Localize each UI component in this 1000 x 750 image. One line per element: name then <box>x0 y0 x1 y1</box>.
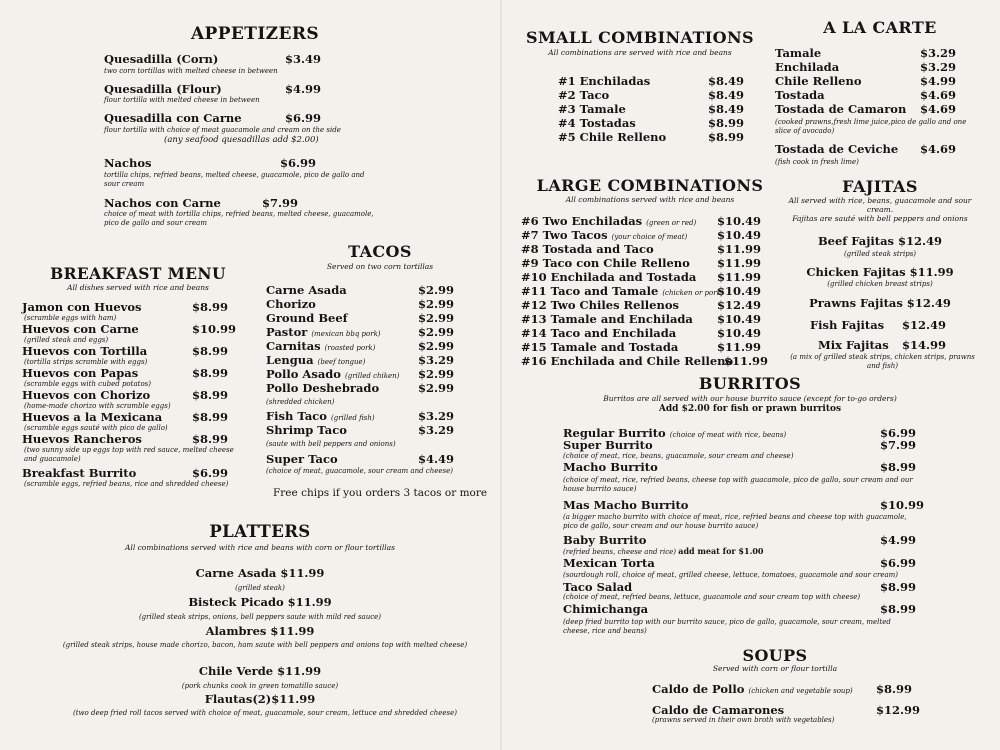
menu-item: Huevos con Chorizo $8.99 <box>22 388 229 402</box>
item-desc: (deep fried burrito top with our burrito sauce, pico de gallo, guacamole, sour cream, melted cheese, rice and beans) <box>563 618 891 635</box>
menu-item: Carne Asada $11.99 <box>195 566 325 580</box>
menu-item: Quesadilla (Corn) $3.49 <box>104 52 322 66</box>
menu-item: #6 Two Enchiladas (green or red) $10.49 <box>521 214 762 228</box>
menu-item: Baby Burrito $4.99 <box>563 533 917 547</box>
menu-item: Pollo Asado (grilled chiken) $2.99 <box>266 367 455 381</box>
item-desc: (grilled steak strips, onions, bell peppers saute with mild red sauce) <box>138 613 382 621</box>
menu-item: #14 Taco and Enchilada $10.49 <box>521 326 762 340</box>
platters-subtitle: All combinations served with rice and beans with corn or flour tortillas <box>125 543 395 552</box>
menu-item: Huevos Rancheros $8.99 <box>22 432 229 446</box>
menu-item: Huevos a la Mexicana $8.99 <box>22 410 229 424</box>
menu-item: Fish Taco (grilled fish) $3.29 <box>266 409 455 423</box>
appetizers-title: APPETIZERS <box>190 24 320 44</box>
menu-item: Enchilada $3.29 <box>775 60 957 74</box>
menu-item: Quesadilla con Carne $6.99 <box>104 111 322 125</box>
menu-item: #9 Taco con Chile Relleno $11.99 <box>521 256 762 270</box>
item-desc: (choice of meat, refried beans, lettuce, guacamole and sour cream top with cheese) <box>563 593 861 601</box>
menu-item: Quesadilla (Flour) $4.99 <box>104 82 322 96</box>
breakfast-subtitle: All dishes served with rice and beans <box>67 283 209 292</box>
item-desc: (tortilla strips scramble with eggs) <box>24 358 148 366</box>
item-desc: (a bigger macho burrito with choice of meat, rice, refried beans and cheese top with guacamole, pico de gallo, sour cream and our house burrito sauce) <box>563 513 907 530</box>
menu-item: Nachos con Carne $7.99 <box>104 196 299 210</box>
menu-item: Mexican Torta $6.99 <box>563 556 917 570</box>
item-desc: (sourdough roll, choice of meat, grilled cheese, lettuce, tomatoes, guacamole and sour cream) <box>563 571 899 579</box>
menu-item: Regular Burrito (choice of meat with rice, beans) $6.99 <box>563 426 917 440</box>
item-desc: (two sunny side up eggs top with red sauce, melted cheese and guacamole) <box>24 446 234 463</box>
menu-item: #15 Tamale and Tostada $11.99 <box>521 340 762 354</box>
menu-item: #10 Enchilada and Tostada $11.99 <box>521 270 762 284</box>
fajitas-title: FAJITAS <box>842 177 918 196</box>
platters-title: PLATTERS <box>209 522 311 541</box>
menu-item: #4 Tostadas $8.99 <box>558 116 745 130</box>
item-desc: (grilled steak strips, house made chorizo, bacon, ham saute with bell peppers and onions top with melted cheese) <box>62 641 468 649</box>
item-desc: (choice of meat, guacamole, sour cream and cheese) <box>266 467 453 475</box>
menu-item: #7 Two Tacos (your choice of meat) $10.49 <box>521 228 762 242</box>
menu-item: Breakfast Burrito $6.99 <box>22 466 229 480</box>
menu-item: Caldo de Pollo (chicken and vegetable soup) $8.99 <box>652 682 913 696</box>
menu-item: Huevos con Carne $10.99 <box>22 322 237 336</box>
item-desc: (shredded chicken) <box>266 398 335 406</box>
menu-item: Pollo Deshebrado $2.99 <box>266 381 455 395</box>
item-desc: (grilled chicken breast strips) <box>827 280 933 288</box>
menu-item: Carne Asada $2.99 <box>266 283 455 297</box>
menu-item: Jamon con Huevos $8.99 <box>22 300 229 314</box>
item-desc: (choice of meat, rice, beans, guacamole, sour cream and cheese) <box>563 452 794 460</box>
menu-item: #12 Two Chiles Rellenos $12.49 <box>521 298 762 312</box>
item-desc: flour tortilla with choice of meat guacamole and cream on the side <box>104 126 341 134</box>
soups-subtitle: Served with corn or flour tortilla <box>712 664 838 673</box>
burritos-subtitle-2: Add $2.00 for fish or prawn burritos <box>658 404 842 414</box>
menu-item: Tostada $4.69 <box>775 88 957 102</box>
menu-item: Super Taco $4.49 <box>266 452 455 466</box>
item-desc: (a mix of grilled steak strips, chicken strips, prawns and fish) <box>790 353 975 370</box>
item-desc: two corn tortillas with melted cheese in between <box>104 67 278 75</box>
large-combos-title: LARGE COMBINATIONS <box>536 176 764 195</box>
a-la-carte-title: A LA CARTE <box>823 18 937 37</box>
menu-item: Tamale $3.29 <box>775 46 957 60</box>
item-desc: (fish cook in fresh lime) <box>775 158 859 166</box>
menu-item: Alambres $11.99 <box>205 624 315 638</box>
item-desc: (grilled steak) <box>235 584 285 592</box>
item-desc: (choice of meat, rice, refried beans, cheese top with guacamole, pico de gallo, sour cream and our house burrito sauce) <box>563 476 913 493</box>
menu-item: #13 Tamale and Enchilada $10.49 <box>521 312 762 326</box>
fajitas-subtitle: All served with rice, beans, guacamole and sour cream. <box>788 196 972 214</box>
item-desc: (grilled steak strips) <box>843 250 917 258</box>
item-desc: (home-made chorizo with scramble eggs) <box>24 402 171 410</box>
menu-item: #2 Taco $8.49 <box>558 88 745 102</box>
menu-item: #3 Tamale $8.49 <box>558 102 745 116</box>
menu-item: Chile Verde $11.99 <box>198 664 322 678</box>
item-desc: (pork chunks cook in green tomatillo sauce) <box>181 682 339 690</box>
menu-item: Caldo de Camarones $12.99 <box>652 703 921 717</box>
item-desc: (refried beans, cheese and rice) add meat for $1.00 <box>563 546 764 556</box>
menu-item: Mix Fajitas $14.99 <box>818 338 947 352</box>
item-desc: (scramble eggs with cubed potatos) <box>24 380 151 388</box>
item-desc: (scramble eggs, refried beans, rice and shredded cheese) <box>24 480 229 488</box>
menu-item: Ground Beef $2.99 <box>266 311 455 325</box>
item-desc: choice of meat with tortilla chips, refried beans, melted cheese, guacamole, pico de gallo and sour cream <box>104 210 374 227</box>
menu-item: #11 Taco and Tamale (chicken or pork) $10.49 <box>521 284 762 298</box>
menu-item: Huevos con Tortilla $8.99 <box>22 344 229 358</box>
menu-item: Mas Macho Burrito $10.99 <box>563 498 925 512</box>
item-extra: (any seafood quesadillas add $2.00) <box>164 135 319 145</box>
breakfast-title: BREAKFAST MENU <box>50 264 226 283</box>
menu-item: Flautas(2)$11.99 <box>204 692 316 706</box>
fajitas-subtitle-2: Fajitas are sauté with bell peppers and onions <box>792 214 968 223</box>
item-desc: (prawns served in their own broth with vegetables) <box>652 716 835 724</box>
menu-item: Lengua (beef tongue) $3.29 <box>266 353 455 367</box>
burritos-title: BURRITOS <box>698 374 802 393</box>
menu-item: #8 Tostada and Taco $11.99 <box>521 242 762 256</box>
menu-item: #5 Chile Relleno $8.99 <box>558 130 745 144</box>
item-desc: (scramble eggs with ham) <box>24 314 117 322</box>
small-combos-subtitle: All combinations are served with rice and beans <box>548 48 732 57</box>
menu-item: #16 Enchilada and Chile Relleno $11.99 <box>521 354 769 368</box>
free-chips-note: Free chips if you orders 3 tacos or more <box>273 487 488 499</box>
menu-item: Bisteck Picado $11.99 <box>188 595 332 609</box>
large-combos-subtitle: All combinations served with rice and beans <box>565 195 735 204</box>
item-desc: (cooked prawns,fresh lime juice,pico de gallo and one slice of avocado) <box>775 118 967 135</box>
menu-item: Prawns Fajitas $12.49 <box>809 296 951 310</box>
menu-item: Chimichanga $8.99 <box>563 602 917 616</box>
menu-item: Pastor (mexican bbq pork) $2.99 <box>266 325 455 339</box>
small-combos-title: SMALL COMBINATIONS <box>525 28 754 47</box>
item-desc: tortilla chips, refried beans, melted cheese, guacamole, pico de gallo and sour cream <box>104 171 365 188</box>
menu-item: Nachos $6.99 <box>104 156 317 170</box>
soups-title: SOUPS <box>742 646 808 665</box>
menu-item: Taco Salad $8.99 <box>563 580 917 594</box>
tacos-subtitle: Served on two corn tortillas <box>326 262 434 271</box>
item-desc: (grilled steak and eggs) <box>24 336 109 344</box>
menu-item: Shrimp Taco $3.29 <box>266 423 455 437</box>
menu-item: Chicken Fajitas $11.99 <box>806 265 954 279</box>
menu-item: Beef Fajitas $12.49 <box>817 234 943 248</box>
menu-item: Carnitas (roasted pork) $2.99 <box>266 339 455 353</box>
menu-item: Huevos con Papas $8.99 <box>22 366 229 380</box>
tacos-title: TACOS <box>348 242 412 261</box>
item-desc: (two deep fried roll tacos served with choice of meat, guacamole, sour cream, lettuce and shredded cheese) <box>72 709 458 717</box>
menu-item: Super Burrito $7.99 <box>563 438 917 452</box>
menu-item: Fish Fajitas $12.49 <box>810 318 947 332</box>
item-desc: (saute with bell peppers and onions) <box>266 440 396 448</box>
menu-item: Macho Burrito $8.99 <box>563 460 917 474</box>
item-desc: (scramble eggs sauté with pico de gallo) <box>24 424 168 432</box>
menu-item: Tostada de Ceviche $4.69 <box>775 142 957 156</box>
burritos-subtitle: Burritos are all served with our house burrito sauce (except for to-go orders) <box>603 394 897 403</box>
menu-item: Chorizo $2.99 <box>266 297 455 311</box>
menu-item: Chile Relleno $4.99 <box>775 74 957 88</box>
menu-item: Tostada de Camaron $4.69 <box>775 102 957 116</box>
menu-item: #1 Enchiladas $8.49 <box>558 74 745 88</box>
item-desc: flour tortilla with melted cheese in between <box>104 96 260 104</box>
page-fold <box>500 0 502 750</box>
